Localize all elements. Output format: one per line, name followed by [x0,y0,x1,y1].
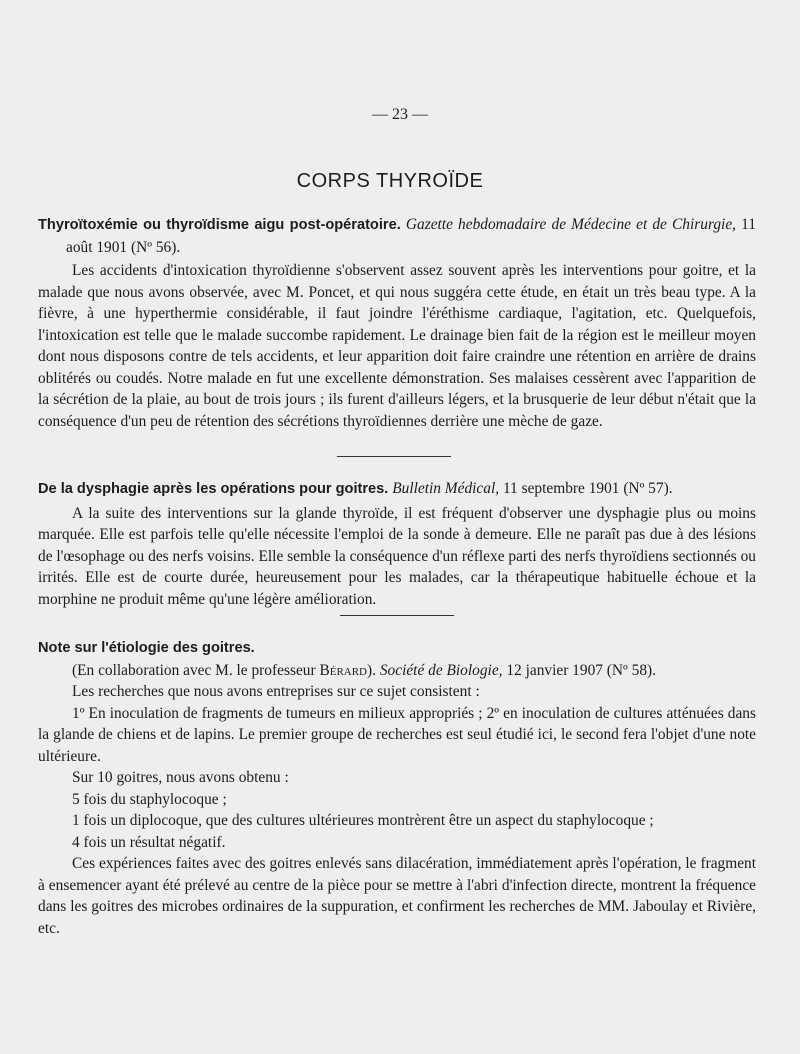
entry-thyrotoxemia [38,214,756,432]
entry-heading [38,637,756,660]
entry-date: 11 août 1901 (Nº 56). [66,216,756,256]
entry-paragraph: 1º En inoculation de fragments de tumeurs en milieux appropriés ; 2º en inoculation de cultures atténuées dans la glande de chiens et de lapins. Le premier groupe de recherches est seul étudié ici, le second fera l'objet d'une note ultérieure. [38,704,756,765]
page-number: — 23 — [372,106,428,123]
entry-paragraph: Ces expériences faites avec des goitres enlevés sans dilacération, immédiatement après l'opération, le fragment à ensemencer ayant été prélevé au centre de la pièce pour se mettre à l'abri d'infection directe, montrent la fréquence dans les goitres des microbes ordinaires de la suppuration, et confirment les recherches de MM. Jaboulay et Rivière, etc. [38,855,756,937]
entry-paragraph: Sur 10 goitres, nous avons obtenu : [72,769,289,786]
entry-paragraph: Les recherches que nous avons entreprises sur ce sujet consistent : [72,683,480,700]
section-divider [340,615,454,616]
entry-source: Société de Biologie, [379,661,503,679]
collaborator-name: Bérard [319,661,367,679]
entry-dysphagia [38,478,756,610]
entry-date: 12 janvier 1907 (Nº 58). [506,661,657,679]
entry-source: Bulletin Médical, [392,480,500,497]
entry-heading [38,478,756,501]
entry-body: Les accidents d'intoxication thyroïdienne s'observent assez souvent après les interventions pour goitre, et la malade que nous avons observée, avec M. Poncet, et qui nous suggéra cette étude, en était un très beau type. A la fièvre, à une hyperthermie considérable, il faut joindre l'éréthisme cardiaque, l'agitation, etc. Quelquefois, l'intoxication est telle que le malade succombe rapidement. Le drainage bien fait de la région est le meilleur moyen dont nous disposons contre de tels accidents, et leur apparition doit faire craindre une rétention en arrière de drains oblitérés ou coudés. Notre malade en fut une excellente démonstration. Ses malaises cessèrent avec l'apparition de la sécrétion de la plaie, au bout de trois jours ; ils furent d'ailleurs légers, et la brusquerie de leur début n'était que la conséquence d'un peu de rétention des sécrétions thyroïdiennes derrière une mèche de gaze. [38,262,756,430]
entry-title: Thyroïtoxémie ou thyroïdisme aigu post-opératoire. [38,217,401,233]
entry-paragraph: 1 fois un diplocoque, que des cultures ultérieures montrèrent être un aspect du staphylocoque ; [72,812,654,829]
entry-date: 11 septembre 1901 (Nº 57). [502,480,673,497]
entry-paragraph: 5 fois du staphylocoque ; [72,790,227,808]
entry-title: Note sur l'étiologie des goitres. [38,640,255,656]
section-divider [337,456,451,457]
entry-goitre-etiology [38,637,756,939]
entry-paragraph: 4 fois un résultat négatif. [72,833,226,851]
entry-title: De la dysphagie après les opérations pour goitres. [38,481,389,497]
entry-body: A la suite des interventions sur la glande thyroïde, il est fréquent d'observer une dysphagie plus ou moins marquée. Elle est parfois telle qu'elle nécessite l'emploi de la sonde à demeure. Elle ne paraît pas due à des lésions de l'œsophage ou des nerfs voisins. Elle semble la conséquence d'un réflexe parti des nerfs thyroïdiens sectionnés ou irrités. Elle est de courte durée, heureusement pour les malades, car la thérapeutique habituelle échoue et la morphine ne produit même qu'une légère amélioration. [38,504,756,608]
entry-heading [38,214,756,258]
entry-collaboration: (En collaboration avec M. le professeur Bérard). Société de Biologie, 12 janvier 1907 (Nº 58). [72,661,657,679]
chapter-title: CORPS THYROÏDE [296,170,484,192]
entry-source: Gazette hebdomadaire de Médecine et de Chirurgie, [405,216,737,233]
